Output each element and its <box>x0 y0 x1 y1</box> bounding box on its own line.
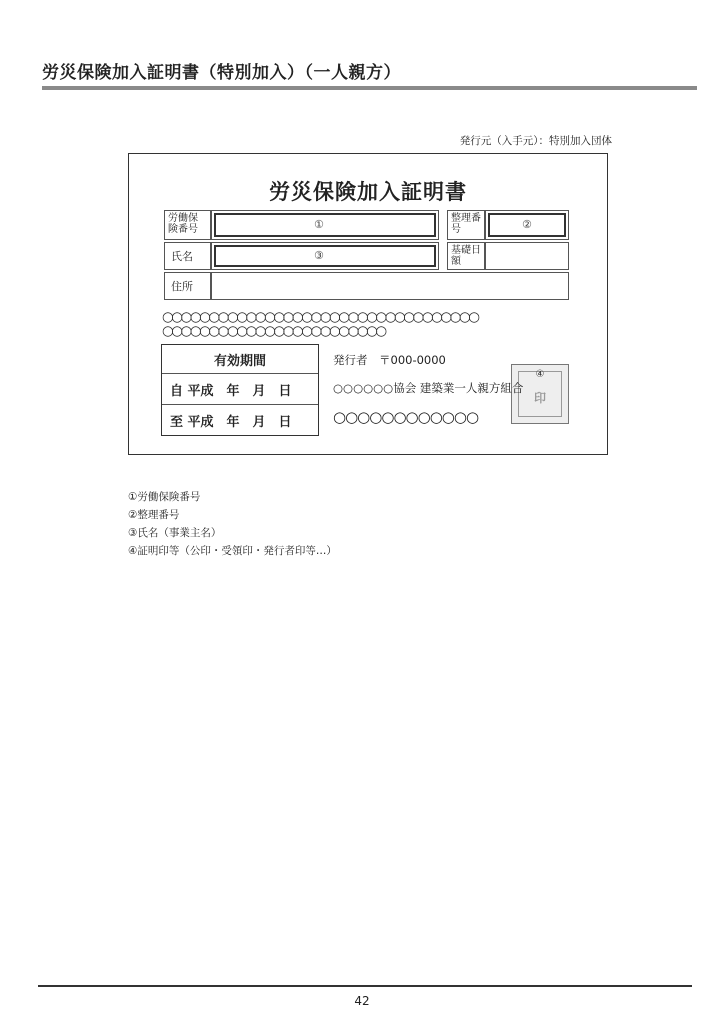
name-label: 氏名 <box>164 242 211 270</box>
stamp-marker: ④ <box>535 369 545 380</box>
reference-number-field <box>485 210 569 240</box>
placeholder-circles-line1: ○○○○○○○○○○○○○○○○○○○○○○○○○○○○○○○○○○ <box>162 309 478 325</box>
insurance-number-marker: ① <box>314 218 324 231</box>
stamp-text: 印 <box>533 391 546 405</box>
issuer-note: 発行元（入手元）：特別加入団体 <box>459 135 612 147</box>
certificate-title: 労災保険加入証明書 <box>269 180 467 204</box>
footer-divider <box>38 985 692 987</box>
certificate-card <box>128 153 608 455</box>
validity-from: 自 平成 年 月 日 <box>162 373 318 404</box>
validity-to: 至 平成 年 月 日 <box>162 404 318 435</box>
issuer-organization: ○○○○○○協会 建築業一人親方組合 <box>333 381 524 395</box>
validity-period-title: 有効期間 <box>213 353 266 369</box>
reference-number-marker: ② <box>522 218 532 231</box>
insurance-number-label: 労働保険番号 <box>164 210 211 240</box>
issuer-label: 発行者 〒000-0000 <box>333 353 446 367</box>
placeholder-circles-line2: ○○○○○○○○○○○○○○○○○○○○○○○○ <box>162 323 385 339</box>
name-field <box>211 242 439 270</box>
page-number: 42 <box>354 994 370 1008</box>
insurance-number-field <box>211 210 439 240</box>
base-amount-label: 基礎日額 <box>447 242 485 270</box>
validity-period-box <box>161 344 319 436</box>
address-field <box>211 272 569 300</box>
base-amount-field <box>485 242 569 270</box>
reference-number-label: 整理番号 <box>447 210 485 240</box>
address-label: 住所 <box>164 272 211 300</box>
page-title: 労災保険加入証明書（特別加入）（一人親方） <box>42 63 401 83</box>
issuer-circles: ○○○○○○○○○○○○ <box>333 408 479 426</box>
name-marker: ③ <box>314 249 324 262</box>
title-divider <box>42 86 697 90</box>
legend-item: ②整理番号 <box>128 509 180 521</box>
legend-item: ①労働保険番号 <box>128 491 201 503</box>
legend-item: ③氏名（事業主名） <box>128 527 222 539</box>
legend-item: ④証明印等（公印・受領印・発行者印等…） <box>128 545 337 557</box>
